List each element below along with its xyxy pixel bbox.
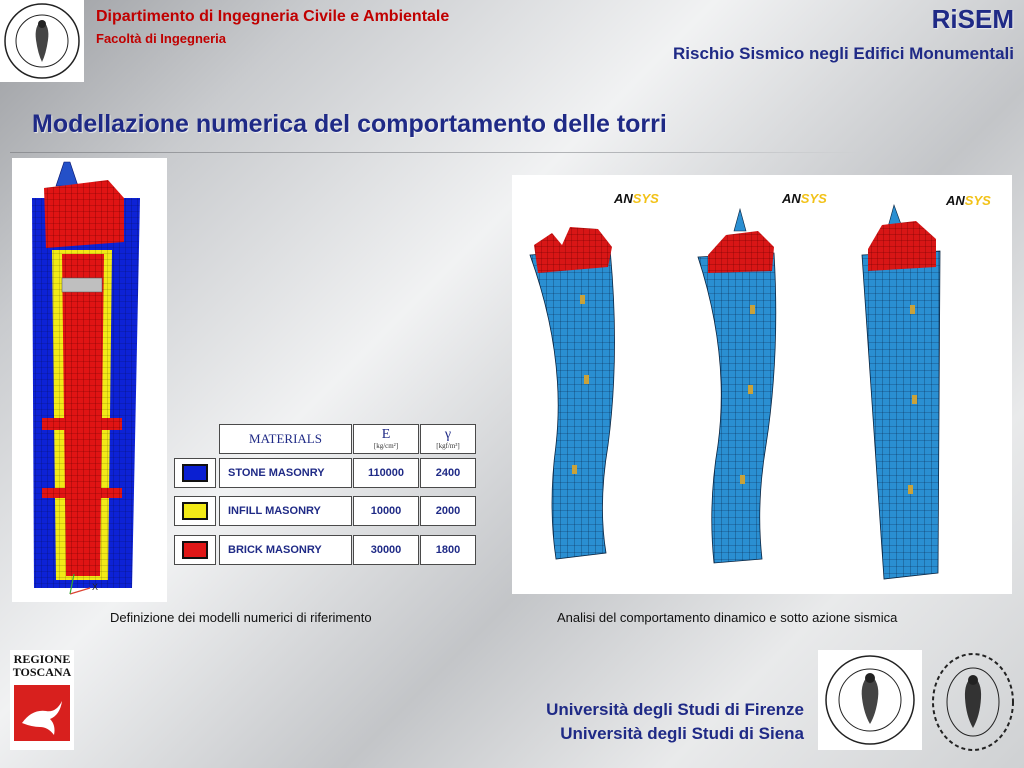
ansys-logo-1: ANSYS [614,191,659,206]
e-unit: [kg/cm²] [373,442,399,450]
material-name: STONE MASONRY [219,458,352,488]
university-florence-name: Università degli Studi di Firenze [546,700,804,719]
slide-title: Modellazione numerica del comportamento delle torri [32,110,667,138]
brick-color-swatch [182,541,208,559]
regione-logo-line-1: REGIONE [13,652,71,666]
infill-color-swatch [182,502,208,520]
material-e-value: 110000 [353,458,419,488]
gamma-unit: [kgf/m³] [436,442,460,450]
tower-section-model-image [12,158,167,602]
university-florence-seal-icon [818,650,922,750]
ansys-logo-3: ANSYS [946,193,991,208]
ansys-logo-2: ANSYS [782,191,827,206]
e-symbol: E [381,427,391,442]
table-header-materials: MATERIALS [219,424,352,454]
university-florence-seal-logo [0,0,84,82]
material-e-value: 30000 [353,535,419,565]
university-siena-name: Università degli Studi di Siena [560,724,804,743]
table-header-e [353,424,419,454]
material-e-value: 10000 [353,496,419,526]
project-name: RiSEM [931,4,1014,34]
faculty-name: Facoltà di Ingegneria [96,31,227,46]
material-gamma-value: 2000 [420,496,476,526]
project-subtitle: Rischio Sismico negli Edifici Monumentali [673,44,1014,63]
material-gamma-value: 1800 [420,535,476,565]
right-image-caption: Analisi del comportamento dinamico e sotto azione sismica [557,610,898,625]
ansys-tower-analysis-image [512,175,1012,594]
table-header-gamma [420,424,476,454]
left-image-caption: Definizione dei modelli numerici di riferimento [110,610,372,625]
material-swatch-infill [174,496,216,526]
regione-toscana-logo [10,650,74,750]
university-siena-seal-icon [928,650,1018,754]
stone-color-swatch [182,464,208,482]
axis-label: X [92,582,99,592]
title-divider [10,152,860,153]
material-name: BRICK MASONRY [219,535,352,565]
gamma-symbol: γ [444,427,452,442]
regione-logo-line-2: TOSCANA [12,665,72,679]
material-gamma-value: 2400 [420,458,476,488]
material-swatch-brick [174,535,216,565]
material-name: INFILL MASONRY [219,496,352,526]
department-name: Dipartimento di Ingegneria Civile e Ambientale [96,8,450,25]
material-swatch-stone [174,458,216,488]
